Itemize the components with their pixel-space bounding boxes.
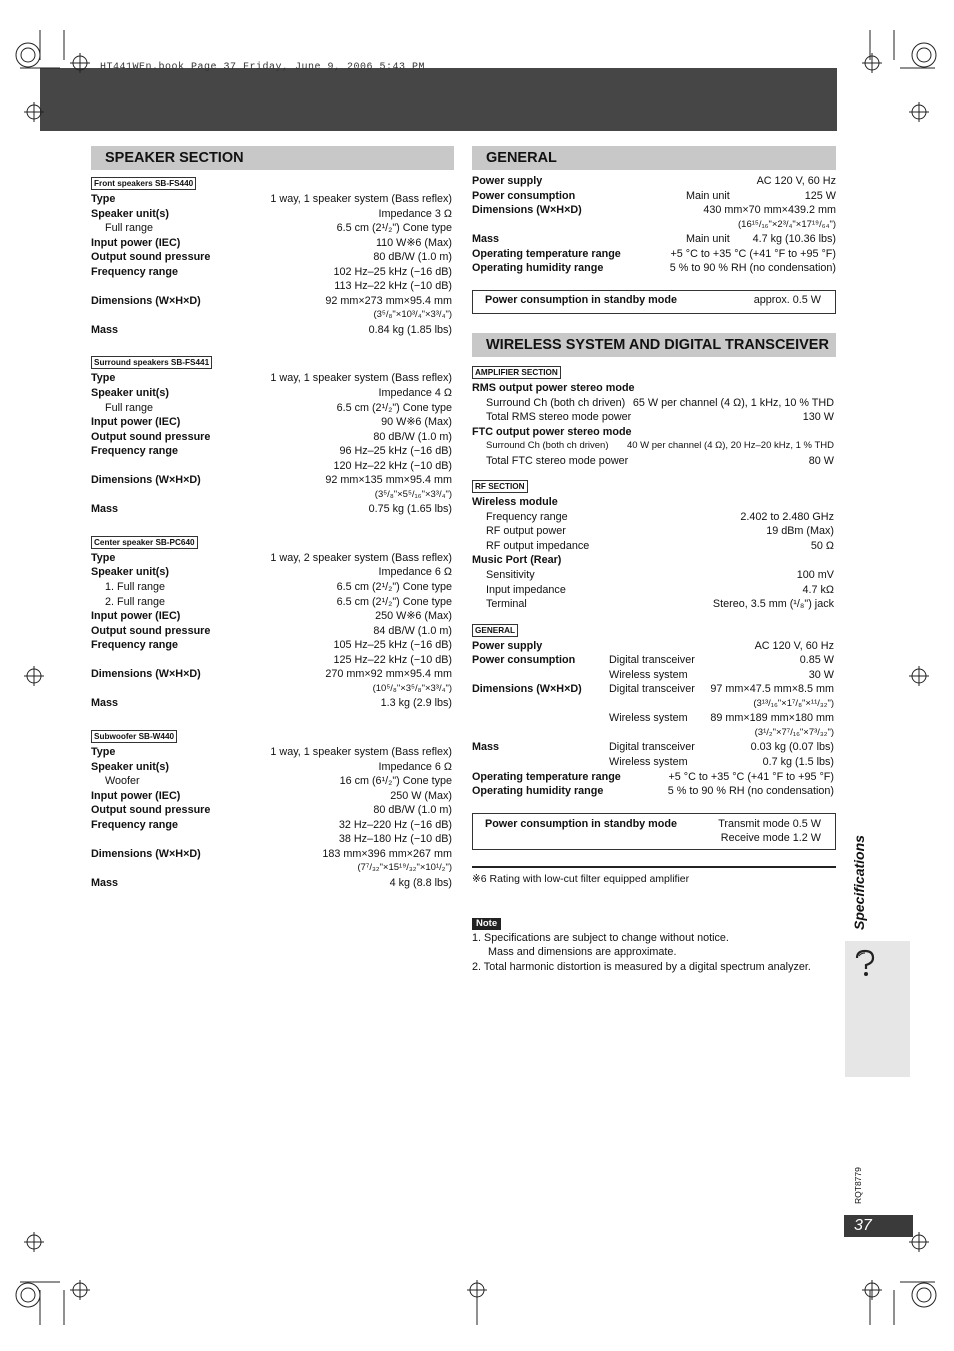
- spec-value: 0.75 kg (1.65 lbs): [368, 503, 452, 516]
- print-info-line: HT441WEn.book Page 37 Friday, June 9, 2006 5:43 PM: [100, 62, 426, 73]
- standby-label: Power consumption in standby mode: [485, 818, 677, 830]
- general-section-heading: GENERAL: [472, 146, 836, 170]
- spec-value: 4.7 kg (10.36 lbs): [752, 233, 836, 246]
- spec-key: Dimensions (W×H×D): [91, 668, 201, 681]
- spec-key: Power supply: [472, 175, 543, 187]
- spec-value: 250 W※6 (Max): [375, 610, 452, 623]
- spec-value: 5 % to 90 % RH (no condensation): [669, 262, 836, 275]
- footnote: ※6 Rating with low-cut filter equipped amplifier: [472, 873, 690, 885]
- spec-value: 0.7 kg (1.5 lbs): [762, 756, 834, 769]
- spec-value: 80 W: [808, 454, 834, 467]
- spec-key: Total FTC stereo mode power: [486, 454, 629, 467]
- spec-value: +5 °C to +35 °C (+41 °F to +95 °F): [668, 770, 834, 783]
- spec-key: RMS output power stereo mode: [472, 382, 635, 394]
- spec-value: 0.84 kg (1.85 lbs): [368, 323, 452, 336]
- spec-value: 1 way, 1 speaker system (Bass reflex): [270, 372, 452, 385]
- spec-value: (16¹⁵/₁₆"×2³/₄"×17¹⁹/₆₄"): [738, 218, 836, 230]
- spec-value: 1 way, 2 speaker system (Bass reflex): [270, 551, 452, 564]
- spec-key: Power consumption: [472, 189, 576, 202]
- spec-key: Mass: [91, 697, 119, 710]
- spec-key: Woofer: [105, 775, 140, 788]
- spec-sub-key: Main unit: [686, 233, 730, 246]
- spec-key: Speaker unit(s): [91, 760, 169, 773]
- spec-value: 250 W (Max): [390, 789, 452, 802]
- spec-value: 102 Hz–25 kHz (−16 dB): [333, 265, 452, 278]
- spec-value: 1.3 kg (2.9 lbs): [380, 697, 452, 710]
- spec-key: Full range: [105, 222, 154, 235]
- spec-value: 183 mm×396 mm×267 mm: [322, 847, 452, 860]
- spec-value: 0.03 kg (0.07 lbs): [750, 741, 834, 754]
- spec-key: Operating humidity range: [472, 262, 604, 275]
- spec-value: 84 dB/W (1.0 m): [373, 624, 452, 637]
- spec-sub-key: Main unit: [686, 189, 730, 202]
- spec-key: Type: [91, 193, 116, 205]
- spec-value: Impedance 6 Ω: [378, 566, 452, 579]
- spec-value: 97 mm×47.5 mm×8.5 mm: [710, 683, 834, 696]
- spec-value: 105 Hz–25 kHz (−16 dB): [333, 639, 452, 652]
- spec-value: 100 mV: [796, 569, 834, 582]
- spec-key: Frequency range: [486, 510, 568, 523]
- spec-key: Output sound pressure: [91, 624, 211, 637]
- spec-key: Type: [91, 745, 116, 758]
- spec-key: Speaker unit(s): [91, 207, 169, 220]
- spec-key: Dimensions (W×H×D): [91, 847, 201, 860]
- spec-key: Terminal: [486, 598, 527, 611]
- spec-key: Sensitivity: [486, 569, 535, 582]
- spec-value: (3⁵/₈"×5⁵/₁₆"×3³/₄"): [374, 488, 452, 500]
- spec-key: Input power (IEC): [91, 236, 181, 249]
- spec-key: Mass: [472, 741, 500, 754]
- spec-value: AC 120 V, 60 Hz: [754, 639, 834, 652]
- spec-key: Input power (IEC): [91, 789, 181, 802]
- subsection-label: Subwoofer SB-W440: [91, 730, 177, 743]
- spec-value: 6.5 cm (2¹/₂") Cone type: [336, 222, 452, 235]
- spec-key: Total RMS stereo mode power: [486, 411, 632, 424]
- standby-receive: Receive mode 1.2 W: [720, 832, 821, 844]
- standby-transmit: Transmit mode 0.5 W: [718, 818, 821, 830]
- spec-sub-key: Digital transceiver: [609, 654, 695, 667]
- spec-value: AC 120 V, 60 Hz: [756, 175, 836, 187]
- spec-key: Frequency range: [91, 818, 179, 831]
- spec-key: Type: [91, 372, 116, 385]
- spec-key: Operating temperature range: [472, 247, 621, 260]
- spec-value: 65 W per channel (4 Ω), 1 kHz, 10 % THD: [632, 396, 834, 409]
- spec-sub-key: Wireless system: [609, 668, 688, 681]
- spec-value: 92 mm×135 mm×95.4 mm: [325, 474, 452, 487]
- spec-value: 4.7 kΩ: [802, 583, 834, 596]
- page-number: 37: [844, 1215, 913, 1237]
- spec-value: 40 W per channel (4 Ω), 20 Hz–20 kHz, 1 % THD: [626, 440, 834, 452]
- subsection-label: AMPLIFIER SECTION: [472, 366, 561, 379]
- spec-value: (3⁵/₈"×10³/₄"×3³/₄"): [373, 309, 452, 321]
- spec-key: Speaker unit(s): [91, 566, 169, 579]
- spec-key: RF output impedance: [486, 539, 590, 552]
- spec-key: Mass: [91, 876, 119, 889]
- spec-value: 120 Hz–22 kHz (−10 dB): [333, 459, 452, 472]
- spec-key: Power consumption: [472, 654, 576, 667]
- spec-value: 80 dB/W (1.0 m): [373, 430, 452, 443]
- spec-value: 80 dB/W (1.0 m): [373, 251, 452, 264]
- spec-key: Surround Ch (both ch driven): [486, 396, 626, 409]
- spec-key: Frequency range: [91, 639, 179, 652]
- spec-value: 125 Hz–22 kHz (−10 dB): [333, 653, 452, 666]
- spec-key: Input power (IEC): [91, 610, 181, 623]
- spec-key: Full range: [105, 401, 154, 414]
- spec-value: 430 mm×70 mm×439.2 mm: [703, 204, 836, 217]
- spec-value: 270 mm×92 mm×95.4 mm: [325, 668, 452, 681]
- standby-label: Power consumption in standby mode: [485, 294, 677, 306]
- note-line-1b: Mass and dimensions are approximate.: [488, 946, 677, 958]
- spec-key: Output sound pressure: [91, 251, 211, 264]
- spec-value: 0.85 W: [799, 654, 834, 667]
- spec-value: 4 kg (8.8 lbs): [389, 876, 452, 889]
- spec-key: Type: [91, 551, 116, 564]
- subsection-label: Center speaker SB-PC640: [91, 536, 198, 549]
- note-line-2: 2. Total harmonic distortion is measured by a digital spectrum analyzer.: [472, 960, 811, 973]
- spec-value: (10⁵/₈"×3⁵/₈"×3³/₄"): [372, 682, 452, 694]
- spec-key: Power supply: [472, 639, 543, 652]
- document-code: RQT8779: [853, 1167, 863, 1204]
- spec-sub-key: Wireless system: [609, 712, 688, 725]
- spec-value: +5 °C to +35 °C (+41 °F to +95 °F): [670, 247, 836, 260]
- subsection-label: GENERAL: [472, 624, 518, 637]
- spec-value: 5 % to 90 % RH (no condensation): [667, 785, 834, 798]
- spec-value: 50 Ω: [810, 539, 834, 552]
- spec-value: 6.5 cm (2¹/₂") Cone type: [336, 581, 452, 594]
- spec-value: 89 mm×189 mm×180 mm: [710, 712, 834, 725]
- spec-key: Dimensions (W×H×D): [91, 474, 201, 487]
- spec-key: Dimensions (W×H×D): [472, 204, 582, 217]
- spec-sub-key: Digital transceiver: [609, 683, 695, 696]
- spec-key: Input power (IEC): [91, 416, 181, 429]
- spec-sub-key: Digital transceiver: [609, 741, 695, 754]
- subsection-label: Surround speakers SB-FS441: [91, 356, 212, 369]
- spec-value: 96 Hz–25 kHz (−16 dB): [339, 445, 452, 458]
- spec-key: 1. Full range: [105, 581, 166, 594]
- spec-key: Operating humidity range: [472, 785, 604, 798]
- spec-value: Impedance 4 Ω: [378, 387, 452, 400]
- spec-value: (3¹³/₁₆"×1⁷/₈"×¹¹/₃₂"): [753, 697, 834, 709]
- spec-key: Mass: [472, 233, 500, 246]
- spec-value: Impedance 6 Ω: [378, 760, 452, 773]
- spec-value: (3¹/₂"×7⁷/₁₆"×7³/₃₂"): [754, 726, 834, 738]
- spec-key: FTC output power stereo mode: [472, 425, 632, 438]
- spec-key: Dimensions (W×H×D): [91, 294, 201, 307]
- spec-value: 16 cm (6¹/₂") Cone type: [339, 775, 452, 788]
- spec-value: 32 Hz–220 Hz (−16 dB): [338, 818, 452, 831]
- spec-key: Speaker unit(s): [91, 387, 169, 400]
- speaker-section-heading: SPEAKER SECTION: [91, 146, 454, 170]
- spec-value: 92 mm×273 mm×95.4 mm: [325, 294, 452, 307]
- standby-value: approx. 0.5 W: [753, 294, 821, 306]
- spec-value: 30 W: [808, 668, 834, 681]
- spec-key: Dimensions (W×H×D): [472, 683, 582, 696]
- spec-key: Music Port (Rear): [472, 554, 562, 567]
- spec-sub-key: Wireless system: [609, 756, 688, 769]
- specifications-side-label: Specifications: [851, 835, 867, 930]
- spec-value: 2.402 to 2.480 GHz: [740, 510, 834, 523]
- subsection-label: RF SECTION: [472, 480, 528, 493]
- spec-value: 125 W: [804, 189, 836, 202]
- wireless-section-heading: WIRELESS SYSTEM AND DIGITAL TRANSCEIVER: [472, 333, 836, 357]
- spec-key: Input impedance: [486, 583, 566, 596]
- note-line-1: 1. Specifications are subject to change without notice.: [472, 931, 729, 944]
- spec-value: Stereo, 3.5 mm (¹/₈") jack: [712, 598, 834, 611]
- spec-key: Output sound pressure: [91, 430, 211, 443]
- subsection-label: Front speakers SB-FS440: [91, 177, 196, 190]
- spec-key: Mass: [91, 503, 119, 516]
- spec-key: Frequency range: [91, 265, 179, 278]
- spec-value: 1 way, 1 speaker system (Bass reflex): [270, 193, 452, 205]
- spec-value: 113 Hz–22 kHz (−10 dB): [334, 280, 452, 293]
- spec-key: 2. Full range: [105, 595, 166, 608]
- spec-value: 6.5 cm (2¹/₂") Cone type: [336, 401, 452, 414]
- spec-value: 38 Hz–180 Hz (−10 dB): [338, 833, 452, 846]
- spec-key: Wireless module: [472, 496, 558, 509]
- spec-value: 6.5 cm (2¹/₂") Cone type: [336, 595, 452, 608]
- spec-value: 1 way, 1 speaker system (Bass reflex): [270, 745, 452, 758]
- spec-key: Operating temperature range: [472, 770, 621, 783]
- spec-key: RF output power: [486, 525, 566, 538]
- spec-value: 19 dBm (Max): [766, 525, 834, 538]
- spec-value: 80 dB/W (1.0 m): [373, 804, 452, 817]
- spec-value: Impedance 3 Ω: [378, 207, 452, 220]
- spec-value: 90 W※6 (Max): [381, 416, 452, 429]
- spec-key: Surround Ch (both ch driven): [486, 440, 609, 452]
- spec-key: Output sound pressure: [91, 804, 211, 817]
- spec-value: 130 W: [802, 411, 834, 424]
- spec-key: Mass: [91, 323, 119, 336]
- spec-key: Frequency range: [91, 445, 179, 458]
- note-badge: Note: [472, 918, 501, 930]
- spec-value: 110 W※6 (Max): [375, 236, 452, 249]
- spec-value: (7⁷/₃₂"×15¹⁹/₃₂"×10¹/₂"): [357, 862, 452, 874]
